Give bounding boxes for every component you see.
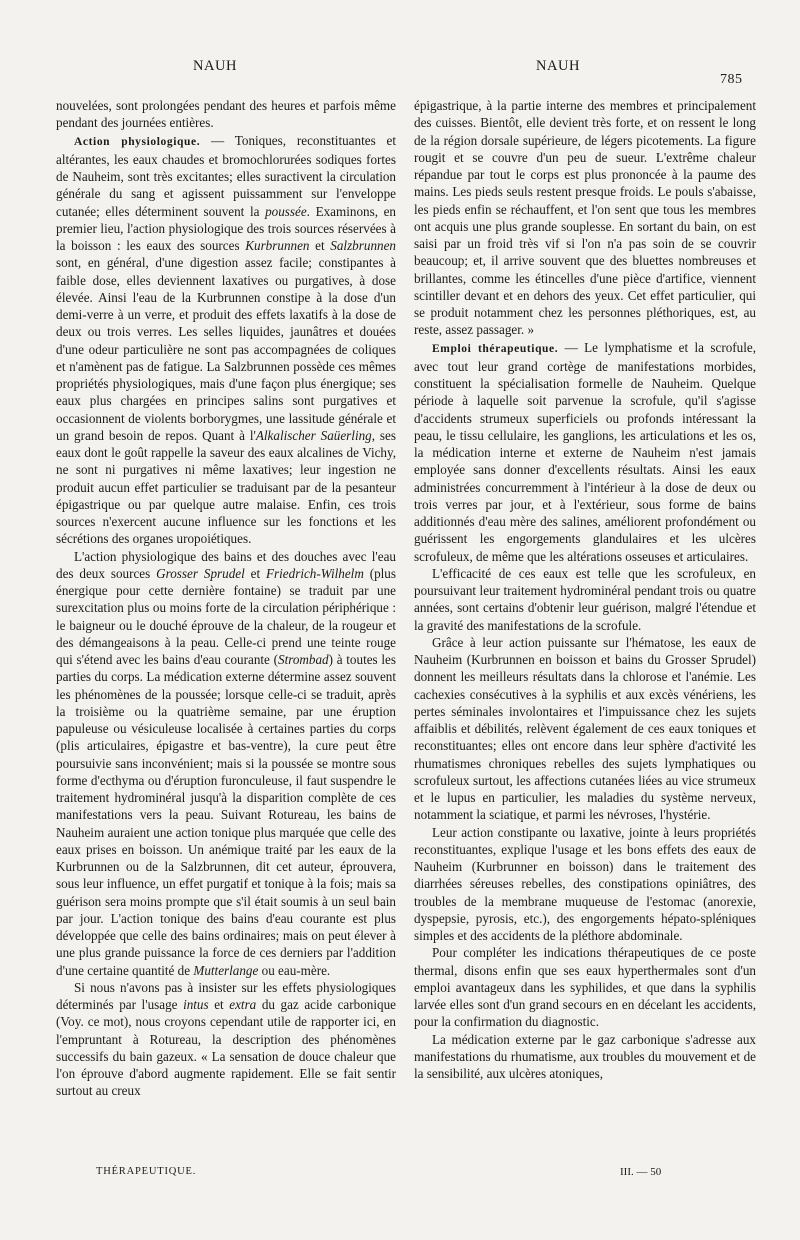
- paragraph: Action physiologique. — Toniques, reconstituantes et altérantes, les eaux chaudes et bromochlorurées sodiques fortes de Nauheim, sont très excitantes; elles suractivent la circulation générale du sang et agissent puissamment sur l'enveloppe cutanée; elles déterminent souvent la poussée. Examinons, en premier lieu, l'action physiologique des trois sources réservées à la boisson : les eaux des sources Kurbrunnen et Salzbrunnen sont, en général, d'une digestion assez facile; constipantes à faible dose, elles deviennent laxatives ou purgatives, à dose élevée. Ainsi l'eau de la Kurbrunnen constipe à la dose d'un demi-verre à un verre, et produit des effets laxatifs à la dose de deux ou trois verres. Les selles liquides, jaunâtres et douées d'une odeur particulière ne sont pas accompagnées de coliques et n'amènent pas de fatigue. La Salzbrunnen possède ces mêmes propriétés physiologiques, mais d'une façon plus énergique; ses eaux plus chargées en principes salins sont purgatives et occasionnent de violents borborygmes, une lassitude générale et un grand besoin de repos. Quant à l'Alkalischer Saüerling, ses eaux dont le goût rappelle la saveur des eaux alcalines de Vichy, ne sont ni purgatives ni même laxatives; leur ingestion ne produit aucun effet particulier se traduisant par de la pesanteur épigastrique ou par quelque autre malaise. Enfin, ces trois sources n'exercent aucune influence sur les fonctions et les sécrétions des organes uropoiétiques.: [56, 132, 397, 547]
- footer-volume: III. — 50: [620, 1166, 662, 1178]
- running-head: [0, 58, 800, 94]
- running-title-right: NAUH: [536, 58, 580, 74]
- left-column: [56, 97, 396, 1100]
- paragraph: Emploi thérapeutique. — Le lymphatisme et la scrofule, avec tout leur grand cortège de manifestations morbides, constituent la spécialisation formelle de Nauheim. Quelque période à laquelle soit parvenue la scrofule, qu'il s'agisse d'accidents strumeux superficiels ou profonds intéressant la peau, le tissu cellulaire, les ganglions, les articulations et les os, la médication interne et externe de Nauheim n'est jamais employée sans donner d'excellents résultats. Ainsi les eaux administrées concurremment à l'intérieur à la dose de deux ou trois verres par jour, et à l'extérieur, sous forme de bains additionnés d'eau mère des salines, améliorent profondément ou guérissent les engorgements glandulaires et les ulcères scrofuleux, de même que les altérations osseuses et articulaires.: [414, 339, 756, 564]
- paragraph: La médication externe par le gaz carbonique s'adresse aux manifestations du rhumatisme, aux troubles du mouvement et de la sensibilité, aux ulcères atoniques,: [414, 1031, 756, 1081]
- right-column: [414, 97, 756, 1082]
- paragraph: Leur action constipante ou laxative, jointe à leurs propriétés reconstituantes, explique l'usage et les bons effets des eaux de Nauheim (Kurbrunner en boisson) dans le traitement des diarrhées séreuses rebelles, des constipations opiniâtres, des troubles de la membrane muqueuse de l'estomac (anorexie, dyspepsie, pyrosis, etc.), des engorgements hépato-spléniques simples et des accidents de la pléthore abdominale.: [414, 824, 756, 943]
- page-footer: [0, 1166, 800, 1186]
- paragraph: Si nous n'avons pas à insister sur les effets physiologiques déterminés par l'usage intus et extra du gaz acide carbonique (Voy. ce mot), nous croyons cependant utile de rapporter ici, en l'empruntant à Rotureau, la description des phénomènes successifs du bain gazeux. « La sensation de douce chaleur que l'on éprouve d'abord augmente rapidement. Elle se fait sentir surtout au creux: [56, 979, 396, 1099]
- page-number: 785: [720, 72, 743, 87]
- paragraph: Pour compléter les indications thérapeutiques de ce poste thermal, disons enfin que ses eaux hyperthermales sont d'un emploi avantageux dans les syphilides, et que dans la syphilis larvée elles sont d'un grand secours en en décelant les accidents, pour la confirmation du diagnostic.: [414, 945, 756, 1030]
- paragraph: Grâce à leur action puissante sur l'hématose, les eaux de Nauheim (Kurbrunnen en boisson et bains du Grosser Sprudel) donnent les meilleurs résultats dans la chlorose et l'anémie. Les cachexies consécutives à la syphilis et aux excès vénériens, les pertes séminales involontaires et l'impuissance chez les sujets affaiblis et débilités, relèvent également de ces eaux toniques et reconstituantes; elles ont encore dans leur sphère d'activité les rhumatismes chroniques rebelles des sujets lymphatiques ou scrofuleux surtout, les affections cutanées liées au vice strumeux et le lupus en particulier, les maladies du système nerveux, notamment la sciatique, et parmi les névroses, l'hystérie.: [414, 634, 756, 823]
- paragraph: L'action physiologique des bains et des douches avec l'eau des deux sources Grosser Sprudel et Friedrich-Wilhelm (plus énergique pour cette dernière fontaine) se traduit par une surexcitation plus ou moins forte de la circulation périphérique : le baigneur ou le douché éprouve de la chaleur, de la rougeur et des démangeaisons à la peau. Celle-ci prend une teinte rouge qui s'étend avec les bains d'eau courante (Strombad) à toutes les parties du corps. La médication externe détermine assez souvent les phénomènes de la poussée; lorsque celle-ci se traduit, après la troisième ou la quatrième semaine, par une éruption papuleuse ou vésiculeuse localisée à certaines parties du corps (plis articulaires, épigastre et bas-ventre), la cure peut être poursuivie sans inconvénient; mais si la poussée se montre sous forme d'ecthyma ou d'éruption furonculeuse, il faut suspendre le traitement hydrominéral jusqu'à la disparition complète de ces manifestations vers la peau. Suivant Rotureau, les bains de Nauheim auraient une action tonique plus marquée que celle des eaux prises en boisson. Un anémique traité par les eaux de la Kurbrunnen ou de la Salzbrunnen, dit cet auteur, éprouvera, sous leur influence, un effet purgatif et tonique à la fois; mais sa guérison sera moins prompte que s'il était soumis à un seul bain par jour. L'action tonique des bains d'eau courante est plus développée que celle des bains ordinaires; mais on peut élever à une plus grande puissance la force de ces derniers par l'addition d'une certaine quantité de Mutterlange ou eau-mère.: [56, 548, 396, 978]
- paragraph: épigastrique, à la partie interne des membres et principalement des cuisses. Bientôt, elle devient très forte, et on ressent le long de la région dorsale supérieure, de légers picotements. La figure rougit et se couvre d'un peu de sueur. L'extrême chaleur répandue par tout le corps est plus prononcée à la paume des mains. Les pieds seuls restent presque froids. Le pouls s'abaisse, les pieds enfin se réchauffent, et l'on sent que tous les membres ont acquis une plus grande souplesse. En sortant du bain, on est saisi par un froid très vif si l'on n'a pas soin de se couvrir beaucoup; et, il arrive souvent que des bluettes nombreuses et brillantes, comme les étincelles d'une pièce d'artifice, viennent scintiller devant et en dehors des yeux. Cet effet particulier, qui se produit notamment chez les personnes pléthoriques, est, au reste, assez passager. »: [414, 98, 756, 338]
- paragraph: L'efficacité de ces eaux est telle que les scrofuleux, en poursuivant leur traitement hydrominéral pendant trois ou quatre années, sont certains d'obtenir leur guérison, malgré l'étendue et la gravité des manifestations de la scrofule.: [414, 565, 756, 633]
- paragraph: nouvelées, sont prolongées pendant des heures et parfois même pendant des journées entières.: [56, 98, 396, 131]
- section-heading: Emploi thérapeutique.: [432, 342, 559, 355]
- footer-signature: THÉRAPEUTIQUE.: [96, 1166, 197, 1177]
- running-title-left: NAUH: [193, 58, 237, 74]
- section-heading: Action physiologique.: [74, 135, 201, 148]
